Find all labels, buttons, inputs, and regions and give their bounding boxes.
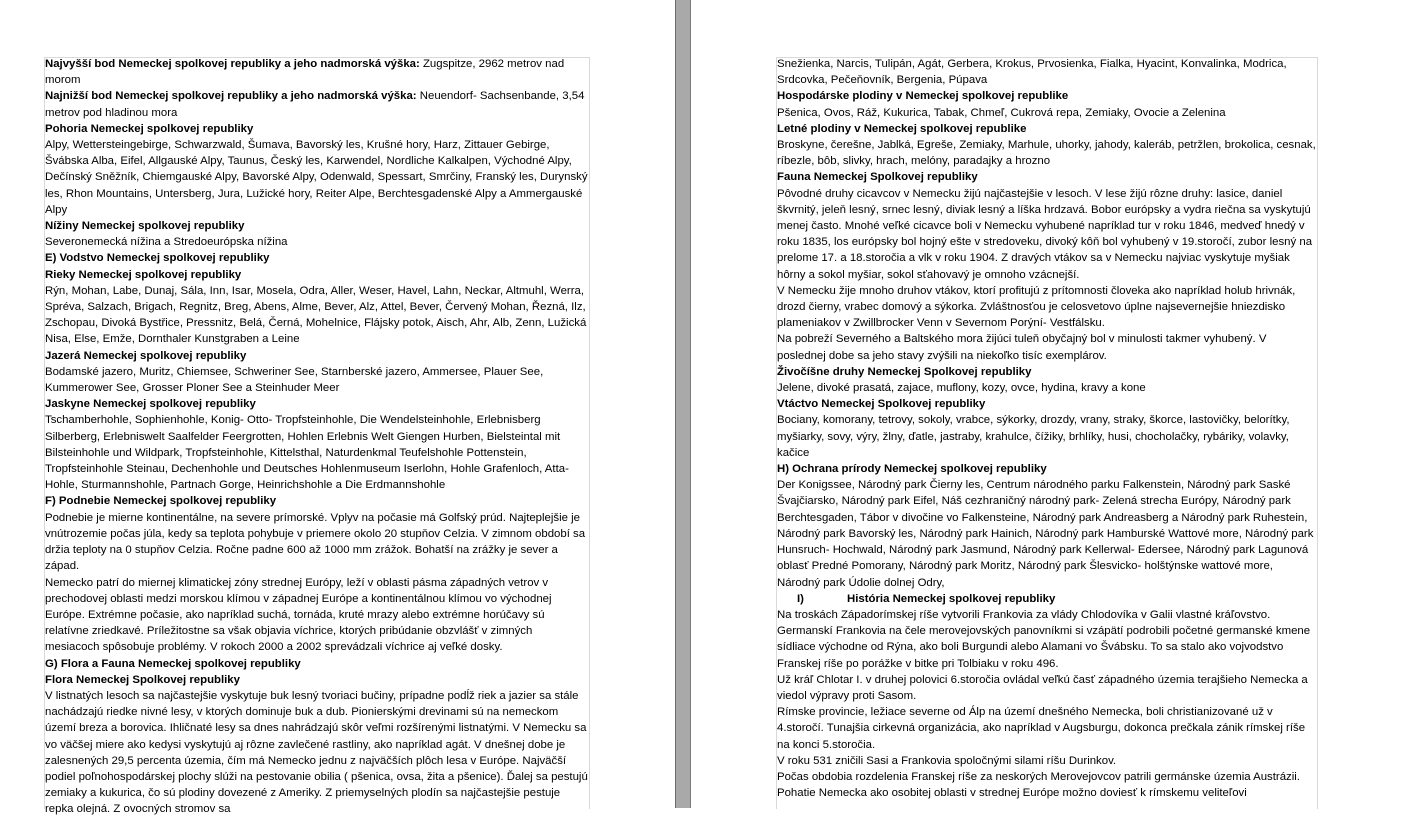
section-heading bbox=[45, 396, 589, 412]
paragraph bbox=[45, 234, 589, 250]
body-text: Snežienka, Narcis, Tulipán, Agát, Gerbera, Krokus, Prvosienka, Fialka, Hyacint, Konvalinka, Modrica, Srdcovka, Pečeňovník, Bergenia, Púpava bbox=[777, 58, 1287, 87]
paragraph bbox=[777, 704, 1318, 753]
section-heading bbox=[45, 250, 589, 266]
list-number: I) bbox=[797, 592, 804, 605]
document-page-right bbox=[691, 0, 1427, 808]
section-heading bbox=[777, 121, 1318, 137]
body-text: Počas obdobia rozdelenia Franskej ríše za neskorých Merovejovcov patrili germánske územia Austrázii. bbox=[777, 770, 1300, 783]
section-heading bbox=[777, 364, 1318, 380]
paragraph bbox=[777, 380, 1318, 396]
section-heading bbox=[45, 656, 589, 672]
paragraph bbox=[777, 283, 1318, 332]
body-text: Podnebie je mierne kontinentálne, na severe prímorské. Vplyv na počasie má Golfský prúd. Najteplejšie je vnútrozemie počas júla, kedy sa teplota pohybuje v priemere okolo 20 stupňov Celzia. V zimnom období sa držia teploty na 0 stupňov Celzia. Ročne padne 600 až 1000 mm zrážok. Bohatší na zrážky je sever a západ. bbox=[45, 511, 586, 573]
document-page-left bbox=[0, 0, 675, 816]
body-text: Rímske provincie, ležiace severne od Álp na území dnešného Nemecka, boli christianizované už v 4.storočí. Tunajšia cirkevná organizácia, ako napríklad v Augsburgu, dokonca prečkala zánik rímskej ríše na konci 5.storočia. bbox=[777, 706, 1306, 751]
page-gap bbox=[676, 0, 690, 808]
body-text: Jelene, divoké prasatá, zajace, muflony, kozy, ovce, hydina, kravy a kone bbox=[777, 382, 1146, 395]
body-text: Zugspitze, 2962 metrov nad morom bbox=[45, 58, 565, 87]
bold-text: F) Podnebie Nemeckej spolkovej republiky bbox=[45, 495, 277, 508]
body-text: Der Konigssee, Národný park Čierny les, Centrum národného parku Falkenstein, Národný park Saské Švajčiarsko, Národný park Eifel, Náš cezhraničný národný park- Zelená strecha Európy, Národný park Berchtesgaden, Tábor v divočine vo Falkensteine, Národný park Andreasberg a Národný park Ruhestein, Národný park Bavorský les, Národný park Hainich, Národný park Hamburské Wattové more, Národný park Hunsruch- Hochwald, Národný park Jasmund, Národný park Kellerwal- Edersee, Národný park Lagunová oblasť Predné Pomorany, Národný park Moritz, Národný park Šlesvicko- holštýnske wattové more, Národný park Údolie dolnej Odry, bbox=[777, 479, 1314, 589]
bold-text: Vtáctvo Nemeckej Spolkovej republiky bbox=[777, 398, 986, 411]
paragraph bbox=[777, 56, 1318, 88]
bold-text: Hospodárske plodiny v Nemeckej spolkovej republike bbox=[777, 90, 1069, 103]
section-heading bbox=[777, 396, 1318, 412]
paragraph bbox=[45, 688, 589, 818]
body-text: Na pobreží Severného a Baltského mora žijúci tuleň obyčajný bol v minulosti takmer vyhubený. V poslednej dobe sa jeho stavy zvýšili na niekoľko tisíc exemplárov. bbox=[777, 333, 1267, 362]
paragraph bbox=[45, 575, 589, 656]
section-heading bbox=[45, 218, 589, 234]
paragraph bbox=[45, 510, 589, 575]
bold-text: Najnižší bod Nemeckej spolkovej republiky a jeho nadmorská výška: bbox=[45, 90, 417, 103]
body-text: Na troskách Západorímskej ríše vytvorili Frankovia za vlády Chlodovíka v Galii vlastné kráľovstvo. Germanskí Frankovia na čele merovejovských panovníkmi si vzápätí podrobili početné germanské kmene sídliace východne od Rýna, ako boli Burgundi alebo Alamani vo Švábsku. To sa stalo ako vojvodstvo Franskej ríše po porážke v bitke pri Tolbiaku v roku 496. bbox=[777, 608, 1311, 670]
heading-text: História Nemeckej spolkovej republiky bbox=[847, 592, 1056, 605]
body-text: Tschamberhohle, Sophienhohle, Konig- Otto- Tropfsteinhohle, Die Wendelsteinhohle, Erlebnisberg Silberberg, Erlebniswelt Saalfelder Feergrotten, Hohlen Erlebnis Welt Giengen Hurben, Bielsteintal mit Bilsteinhohle und Wildpark, Tropfsteinhohle, Kittelsthal, Naturdenkmal Teufelshohle Pottenstein, Tropfsteinhohle Steinau, Dechenhohle und Deutsches Hohlenmuseum Iserlohn, Hohle Grafenloch, Atta- Hohle, Sturmannshohle, Partnach Gorge, Heinrichshohle a Die Erdmannshohle bbox=[45, 414, 569, 492]
paragraph bbox=[45, 283, 589, 348]
bold-text: Jazerá Nemeckej spolkovej republiky bbox=[45, 349, 247, 362]
paragraph bbox=[777, 137, 1318, 169]
page-right-text[interactable] bbox=[777, 56, 1318, 801]
paragraph bbox=[45, 88, 589, 120]
body-text: V Nemecku žije mnoho druhov vtákov, ktorí profitujú z prítomnosti človeka ako napríklad holub hrivnák, drozd čierny, vrabec domový a sýkorka. Zvláštnosťou je celosvetovo úplne najsevernejšie hniezdisko plameniakov v Zwillbrocker Venn v Severnom Porýní- Vestfálsku. bbox=[777, 284, 1296, 330]
body-text: Bociany, komorany, tetrovy, sokoly, vrabce, sýkorky, drozdy, vrany, straky, škorce, lastovičky, belorítky, myšiarky, sovy, výry, žlny, ďatle, jastraby, krahulce, čížiky, brhlíky, husi, chocholačky, rybáriky, volavky, kačice bbox=[777, 414, 1290, 459]
section-heading bbox=[45, 493, 589, 509]
paragraph bbox=[777, 186, 1318, 283]
body-text: Severonemecká nížina a Stredoeurópska nížina bbox=[45, 236, 288, 249]
body-text: V listnatých lesoch sa najčastejšie vyskytuje buk lesný tvoriaci bučiny, prípadne podĺž riek a jazier sa stále nachádzajú riedke nivné lesy, v ktorých dominuje buk a dub. Pionierskými drevinami sú na nemeckom území breza a borovica. Ihličnaté lesy sa dnes nahrádzajú skôr veľmi rozšírenými listnatými. V Nemecku sa vo väčšej miere ako kedysi vyskytujú aj rôzne zavlečené rastliny, ako napríklad agát. V dnešnej dobe je zalesnených 29,5 percenta územia, čím má Nemecko jednu z najväčších plôch lesa v Európe. Najväčší podiel poľnohospodárskej plochy slúži na pestovanie obilia ( pšenica, ovsa, žita a pšenice). Ďalej sa pestujú zemiaky a kukurica, čo sú plodiny dovezené z Ameriky. Z priemyselných plodín sa najčastejšie pestuje repka olejná. Z ovocných stromov sa bbox=[45, 689, 588, 816]
bold-text: Flora Nemeckej Spolkovej republiky bbox=[45, 673, 240, 686]
bold-text: Najvyšší bod Nemeckej spolkovej republiky a jeho nadmorská výška: bbox=[45, 58, 420, 70]
body-text: Broskyne, čerešne, Jablká, Egreše, Zemiaky, Marhule, uhorky, jahody, kaleráb, petržlen, brokolica, cesnak, ríbezle, bôb, slivky, hrach, melóny, paradajky a hrozno bbox=[777, 139, 1316, 168]
paragraph bbox=[45, 412, 589, 493]
page-left-text[interactable] bbox=[45, 56, 589, 818]
body-text: Nemecko patrí do miernej klimatickej zóny strednej Európy, leží v oblasti pásma západných vetrov v prechodovej oblasti medzi morskou klímou v západnej Európe a kontinentálnou klímou vo východnej Európe. Extrémne počasie, ako napríklad suchá, tornáda, kruté mrazy alebo extrémne horúčavy sú relatívne zriedkavé. Príležitostne sa však objavia víchrice, ktorých pribúdanie obzvlášť v zimných mesiacoch spôsobuje problémy. V rokoch 2000 a 2002 sprevádzali víchrice aj veľké dosky. bbox=[45, 576, 552, 654]
section-heading bbox=[45, 672, 589, 688]
body-text: Už kráľ Chlotar I. v druhej polovici 6.storočia ovládal veľkú časť západného územia terajšieho Nemecka a viedol výpravy proti Sasom. bbox=[777, 673, 1308, 702]
body-text: V roku 531 zničili Sasi a Frankovia spoločnými silami ríšu Durinkov. bbox=[777, 754, 1117, 767]
bold-text: G) Flora a Fauna Nemeckej spolkovej republiky bbox=[45, 657, 301, 670]
bold-text: Živočíšne druhy Nemeckej Spolkovej republiky bbox=[777, 365, 1032, 378]
section-heading bbox=[777, 169, 1318, 185]
body-text: Bodamské jazero, Muritz, Chiemsee, Schweriner See, Starnberské jazero, Ammersee, Plauer See, Kummerower See, Grosser Ploner See a Steinhuder Meer bbox=[45, 365, 544, 395]
paragraph bbox=[777, 672, 1318, 704]
section-heading bbox=[45, 121, 589, 137]
paragraph bbox=[777, 785, 1318, 801]
section-heading bbox=[45, 267, 589, 283]
bold-text: Nížiny Nemeckej spolkovej republiky bbox=[45, 220, 245, 233]
section-heading bbox=[777, 591, 1318, 607]
bold-text: Letné plodiny v Nemeckej spolkovej republike bbox=[777, 122, 1027, 135]
bold-text: E) Vodstvo Nemeckej spolkovej republiky bbox=[45, 252, 270, 265]
body-text: Rýn, Mohan, Labe, Dunaj, Sála, Inn, Isar, Mosela, Odra, Aller, Weser, Havel, Lahn, Neckar, Altmuhl, Werra, Spréva, Salzach, Brigach, Regnitz, Breg, Abens, Alme, Bever, Alz, Attel, Bever, Červený Mohan, Řezná, Ilz, Zschopau, Divoká Bystřice, Pressnitz, Belá, Černá, Mohelnice, Flájsky potok, Aisch, Ahr, Alb, Zenn, Lužická Nisa, Else, Emže, Dornthaler Kunstgraben a Leine bbox=[45, 284, 587, 346]
bold-text: Fauna Nemeckej Spolkovej republiky bbox=[777, 171, 978, 184]
paragraph bbox=[777, 753, 1318, 769]
paragraph bbox=[777, 607, 1318, 672]
paragraph bbox=[45, 364, 589, 396]
paragraph bbox=[45, 137, 589, 218]
bold-text: H) Ochrana prírody Nemeckej spolkovej republiky bbox=[777, 463, 1047, 476]
paragraph bbox=[777, 769, 1318, 785]
body-text: Pôvodné druhy cicavcov v Nemecku žijú najčastejšie v lesoch. V lese žijú rôzne druhy: lasice, daniel škvrnitý, jeleň lesný, srnec lesný, diviak lesný a líška hrdzavá. Bobor európsky a vydra riečna sa vyskytujú menej často. Mnohé veľké cicavce boli v Nemecku vyhubené napríklad tur v roku 1846, medveď hnedý v roku 1835, los európsky bol hojný ešte v stredoveku, divoký kôň bol vyhubený v 19.storočí, zubor lesný na prelome 17. a 18.storočia a vlk v roku 1904. Z dravých vtákov sa v Nemecku najviac vyskytuje myšiak hôrny a sokol myšiar, sokol sťahovavý je omnoho vzácnejší. bbox=[777, 187, 1313, 281]
paragraph bbox=[777, 105, 1318, 121]
body-text: Alpy, Wettersteingebirge, Schwarzwald, Šumava, Bavorský les, Krušné hory, Harz, Zittauer Gebirge, Švábska Alba, Eifel, Allgauské Alpy, Taunus, Český les, Karwendel, Nordliche Kalkalpen, Východné Alpy, Dečínský Sněžník, Chiemgauské Alpy, Bavorské Alpy, Odenwald, Spessart, Smrčiny, Franský les, Durynský les, Rhon Mountains, Untersberg, Jura, Lužické hory, Reiter Alpe, Berchtesgadenské Alpy a Ammergauské Alpy bbox=[45, 139, 588, 216]
bold-text: Jaskyne Nemeckej spolkovej republiky bbox=[45, 398, 256, 411]
body-text: Pohatie Nemecka ako osobitej oblasti v strednej Európe možno doviesť k rímskemu veliteľovi bbox=[777, 787, 1247, 800]
bold-text: Pohoria Nemeckej spolkovej republiky bbox=[45, 122, 254, 135]
paragraph bbox=[777, 477, 1318, 590]
paragraph bbox=[45, 56, 589, 88]
paragraph bbox=[777, 412, 1318, 461]
section-heading bbox=[777, 88, 1318, 104]
body-text: Neuendorf- Sachsenbande, 3,54 metrov pod hladinou mora bbox=[45, 90, 585, 119]
section-heading bbox=[777, 461, 1318, 477]
body-text: Pšenica, Ovos, Ráž, Kukurica, Tabak, Chmeľ, Cukrová repa, Zemiaky, Ovocie a Zelenina bbox=[777, 106, 1226, 119]
paragraph bbox=[777, 331, 1318, 363]
section-heading bbox=[45, 348, 589, 364]
bold-text: Rieky Nemeckej spolkovej republiky bbox=[45, 268, 242, 281]
